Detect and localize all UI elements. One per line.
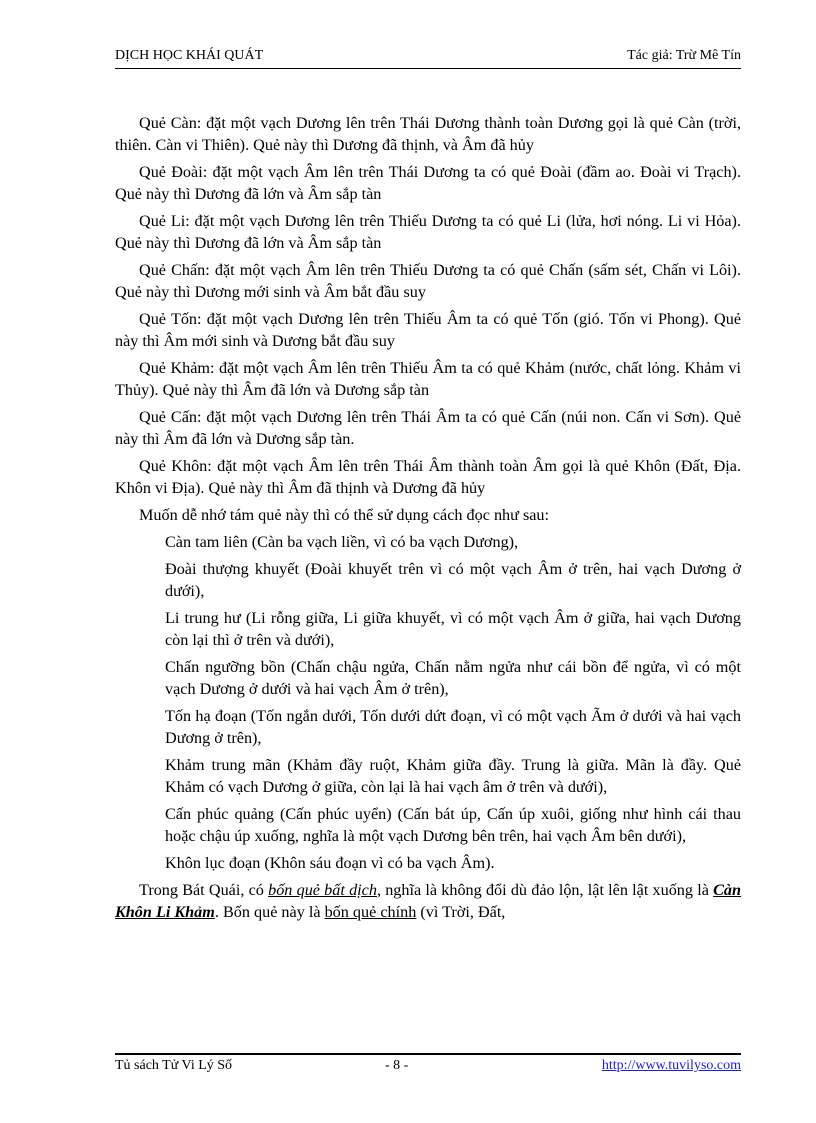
final-text-3: . Bốn quẻ này là xyxy=(214,903,325,921)
emphasis-can-khon-li-kham: Càn Khôn Li Khảm xyxy=(115,881,741,921)
footer-url-link[interactable]: http://www.tuvilyso.com xyxy=(601,1058,741,1073)
footer-divider xyxy=(115,1053,741,1055)
paragraph-chan: Quẻ Chấn: đặt một vạch Âm lên trên Thiếu Dương ta có quẻ Chấn (sấm sét, Chấn vi Lôi). Quẻ này thì Dương mới sinh và Âm bắt đầu suy xyxy=(115,261,741,301)
final-text-2: , nghĩa là không đổi dù đảo lộn, lật lên lật xuống là xyxy=(376,881,714,899)
verse-doai: Đoài thượng khuyết (Đoài khuyết trên vì có một vạch Âm ở trên, hai vạch Dương ở dưới), xyxy=(165,560,741,600)
link-bon-que-chinh[interactable]: bốn quẻ chính xyxy=(324,903,417,921)
verse-ton: Tốn hạ đoạn (Tốn ngắn dưới, Tốn dưới dứt đoạn, vì có một vạch Ãm ở dưới và hai vạch Dương ở trên), xyxy=(165,707,741,747)
page-body xyxy=(115,112,741,928)
final-text-4: (vì Trời, Đất, xyxy=(416,903,506,921)
page-number: - 8 - xyxy=(385,1058,409,1073)
paragraph-can-mountain: Quẻ Cấn: đặt một vạch Dương lên trên Thái Âm ta có quẻ Cấn (núi non. Cấn vi Sơn). Quẻ này thì Âm đã lớn và Dương sắp tàn. xyxy=(115,408,741,448)
header-author: Tác giả: Trừ Mê Tín xyxy=(627,48,741,63)
paragraph-ton: Quẻ Tốn: đặt một vạch Dương lên trên Thiếu Âm ta có quẻ Tốn (gió. Tốn vi Phong). Quẻ này thì Âm mới sinh và Dương bắt đầu suy xyxy=(115,310,741,350)
header-title: DỊCH HỌC KHÁI QUÁT xyxy=(115,48,264,63)
paragraph-kham: Quẻ Khảm: đặt một vạch Âm lên trên Thiếu Âm ta có quẻ Khảm (nước, chất lỏng. Khảm vi Thủy). Quẻ này thì Âm đã lớn và Dương sắp tàn xyxy=(115,359,741,399)
link-bon-que-bat-dich[interactable]: bốn quẻ bất dịch xyxy=(268,881,377,899)
verse-khon: Khôn lục đoạn (Khôn sáu đoạn vì có ba vạch Âm). xyxy=(165,854,495,872)
footer-collection: Tủ sách Tử Vi Lý Số xyxy=(115,1058,233,1073)
paragraph-can: Quẻ Càn: đặt một vạch Dương lên trên Thái Dương thành toàn Dương gọi là quẻ Càn (trời, thiên. Càn vi Thiên). Quẻ này thì Dương đã thịnh, và Âm đã hủy xyxy=(115,114,741,154)
verse-chan: Chấn ngưỡng bồn (Chấn chậu ngửa, Chấn nằm ngửa như cái bồn để ngửa, vì có một vạch Dương ở dưới và hai vạch Âm ở trên), xyxy=(165,658,741,698)
paragraph-mnemonic-intro: Muốn dễ nhớ tám quẻ này thì có thể sử dụng cách đọc như sau: xyxy=(139,506,550,524)
verse-can: Càn tam liên (Càn ba vạch liền, vì có ba vạch Dương), xyxy=(165,533,519,551)
paragraph-khon: Quẻ Khôn: đặt một vạch Âm lên trên Thái Âm thành toàn Âm gọi là quẻ Khôn (Đất, Địa. Khôn vi Địa). Quẻ này thì Âm đã thịnh và Dương đã hủy xyxy=(115,457,741,497)
verse-li: Li trung hư (Li rỗng giữa, Li giữa khuyết, vì có một vạch Âm ở giữa, hai vạch Dương còn lại thì ở trên và dưới), xyxy=(165,609,741,649)
paragraph-doai: Quẻ Đoài: đặt một vạch Âm lên trên Thái Dương ta có quẻ Đoài (đầm ao. Đoài vi Trạch). Quẻ này thì Dương đã lớn và Âm sắp tàn xyxy=(115,163,741,203)
page-header xyxy=(115,46,741,69)
paragraph-li: Quẻ Li: đặt một vạch Dương lên trên Thiếu Dương ta có quẻ Li (lửa, hơi nóng. Li vi Hỏa). Quẻ này thì Dương đã lớn và Âm sắp tàn xyxy=(115,212,741,252)
verse-can-mountain: Cấn phúc quảng (Cấn phúc uyển) (Cấn bát úp, Cấn úp xuôi, giống như hình cái thau hoặc chậu úp xuống, nghĩa là một vạch Dương bên trên, hai vạch Âm bên dưới), xyxy=(165,805,741,845)
final-text-1: Trong Bát Quái, có xyxy=(139,881,269,899)
verse-kham: Khảm trung mãn (Khảm đầy ruột, Khảm giữa đầy. Trung là giữa. Mãn là đầy. Quẻ Khảm có vạch Dương ở giữa, còn lại là hai vạch âm ở trên và dưới), xyxy=(165,756,741,796)
paragraph-bat-quai xyxy=(115,879,741,923)
